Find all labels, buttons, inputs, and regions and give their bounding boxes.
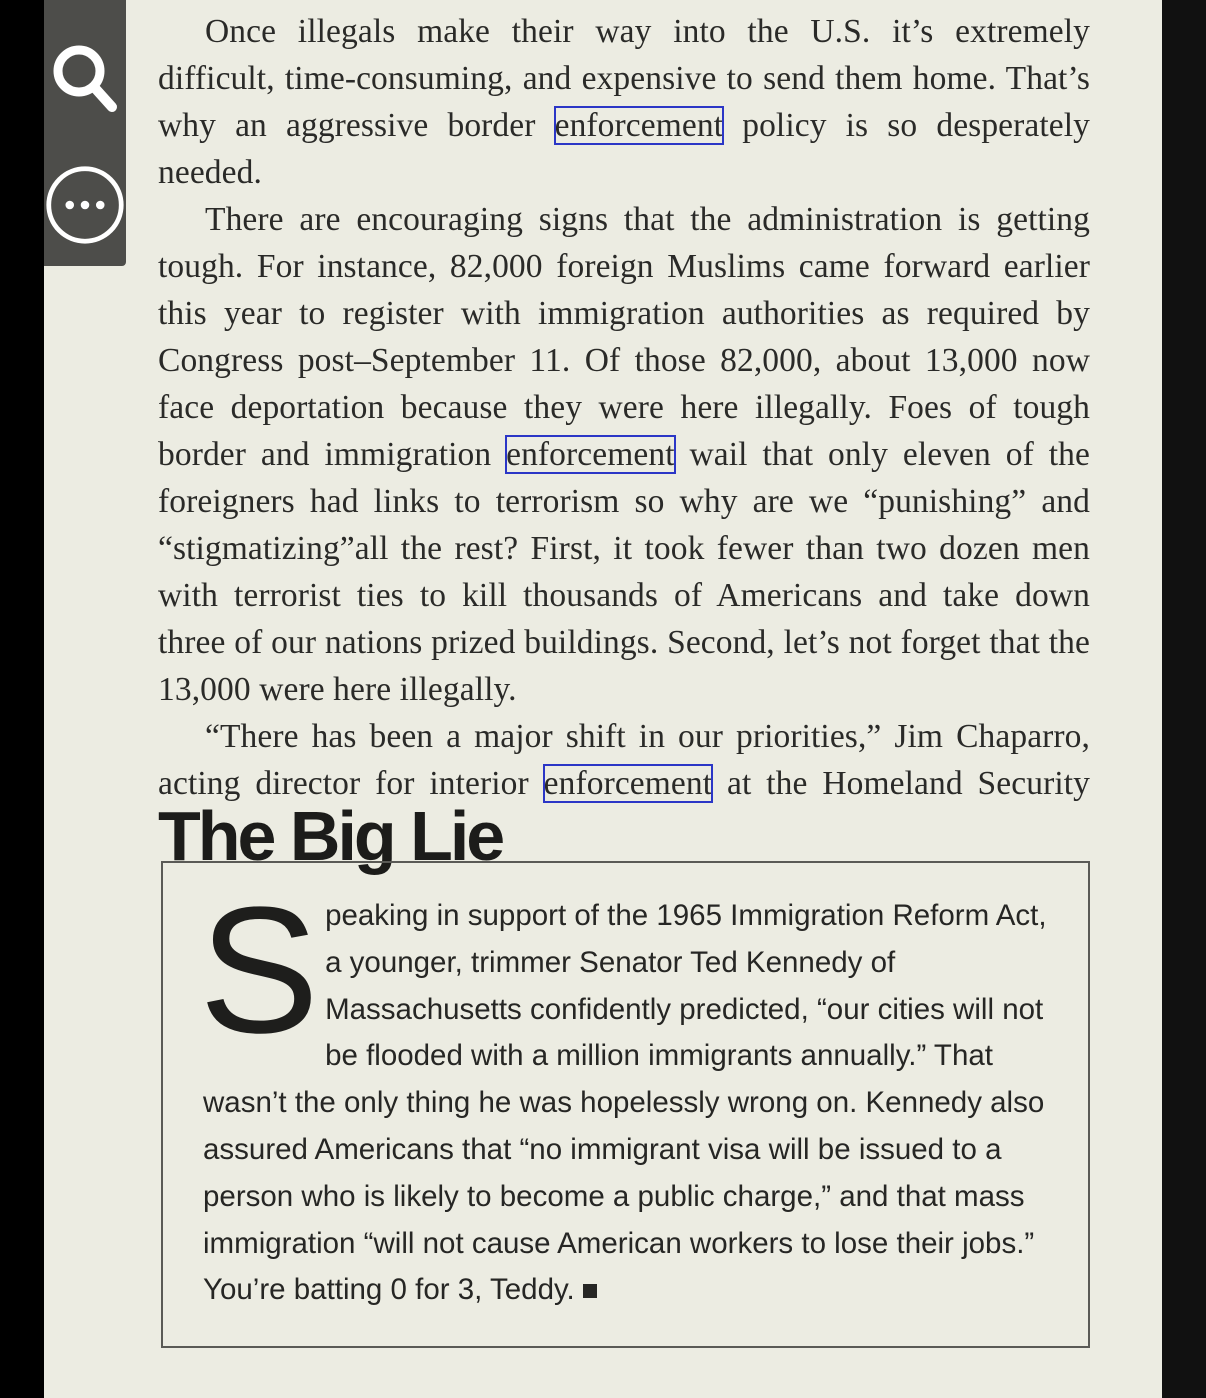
text-run: at the Homeland Security: [712, 765, 1090, 802]
search-highlight[interactable]: enforcement: [506, 436, 675, 473]
drop-cap: S: [199, 870, 320, 1071]
text-run: There are encouraging signs that the administration is getting tough. For instance, 82,000 foreign Muslims came forward earlier this year to register with immigration authorities as required by Congress post–September 11. Of those 82,000, about 13,000 now face deportation because they were here illegally. Foes of tough border and immigration: [158, 201, 1090, 473]
reader-toolbar: [44, 0, 126, 266]
text-run: “There has been a major shift in our priorities,” Jim Chaparro, acting director for interior: [158, 718, 1090, 802]
sidebar-body: peaking in support of the 1965 Immigration Reform Act, a younger, trimmer Senator Ted Kennedy of Massachusetts confidently predicted, “our cities will not be flooded with a million immigrants annually.” That wasn’t the only thing he was hopelessly wrong on. Kennedy also assured Americans that “no immigrant visa will be issued to a person who is likely to become a public charge,” and that mass immigration “will not cause American workers to lose their jobs.” You’re batting 0 for 3, Teddy.: [203, 899, 1047, 1307]
sidebar-box: [161, 861, 1090, 1348]
text-run: policy is so desperately needed.: [158, 107, 1090, 191]
sidebar-text: [199, 870, 1055, 1314]
sidebar-title: The Big Lie: [158, 797, 503, 875]
more-options-button[interactable]: [44, 160, 126, 250]
paragraph-2: [158, 196, 1090, 713]
search-icon: [48, 36, 122, 118]
search-highlight[interactable]: enforcement: [554, 107, 724, 144]
search-button[interactable]: [44, 32, 126, 122]
end-mark-icon: [583, 1284, 597, 1298]
text-run: wail that only eleven of the foreigners had links to terrorism so why are we “punishing” and “stigmatizing”all the rest? First, it took fewer than two dozen men with terrorist ties to kill thousands of Americans and take down three of our nations prized buildings. Second, let’s not forget that the 13,000 were here illegally.: [158, 436, 1090, 708]
search-highlight[interactable]: enforcement: [543, 765, 713, 802]
paragraph-3: [158, 713, 1090, 807]
text-run: Once illegals make their way into the U.S. it’s extremely difficult, time-consuming, and expensive to send them home. That’s why an aggressive border: [158, 13, 1090, 144]
more-options-icon: [44, 162, 126, 248]
paragraph-1: [158, 8, 1090, 196]
page-edge: [1162, 0, 1206, 1398]
body-text: [158, 8, 1090, 807]
